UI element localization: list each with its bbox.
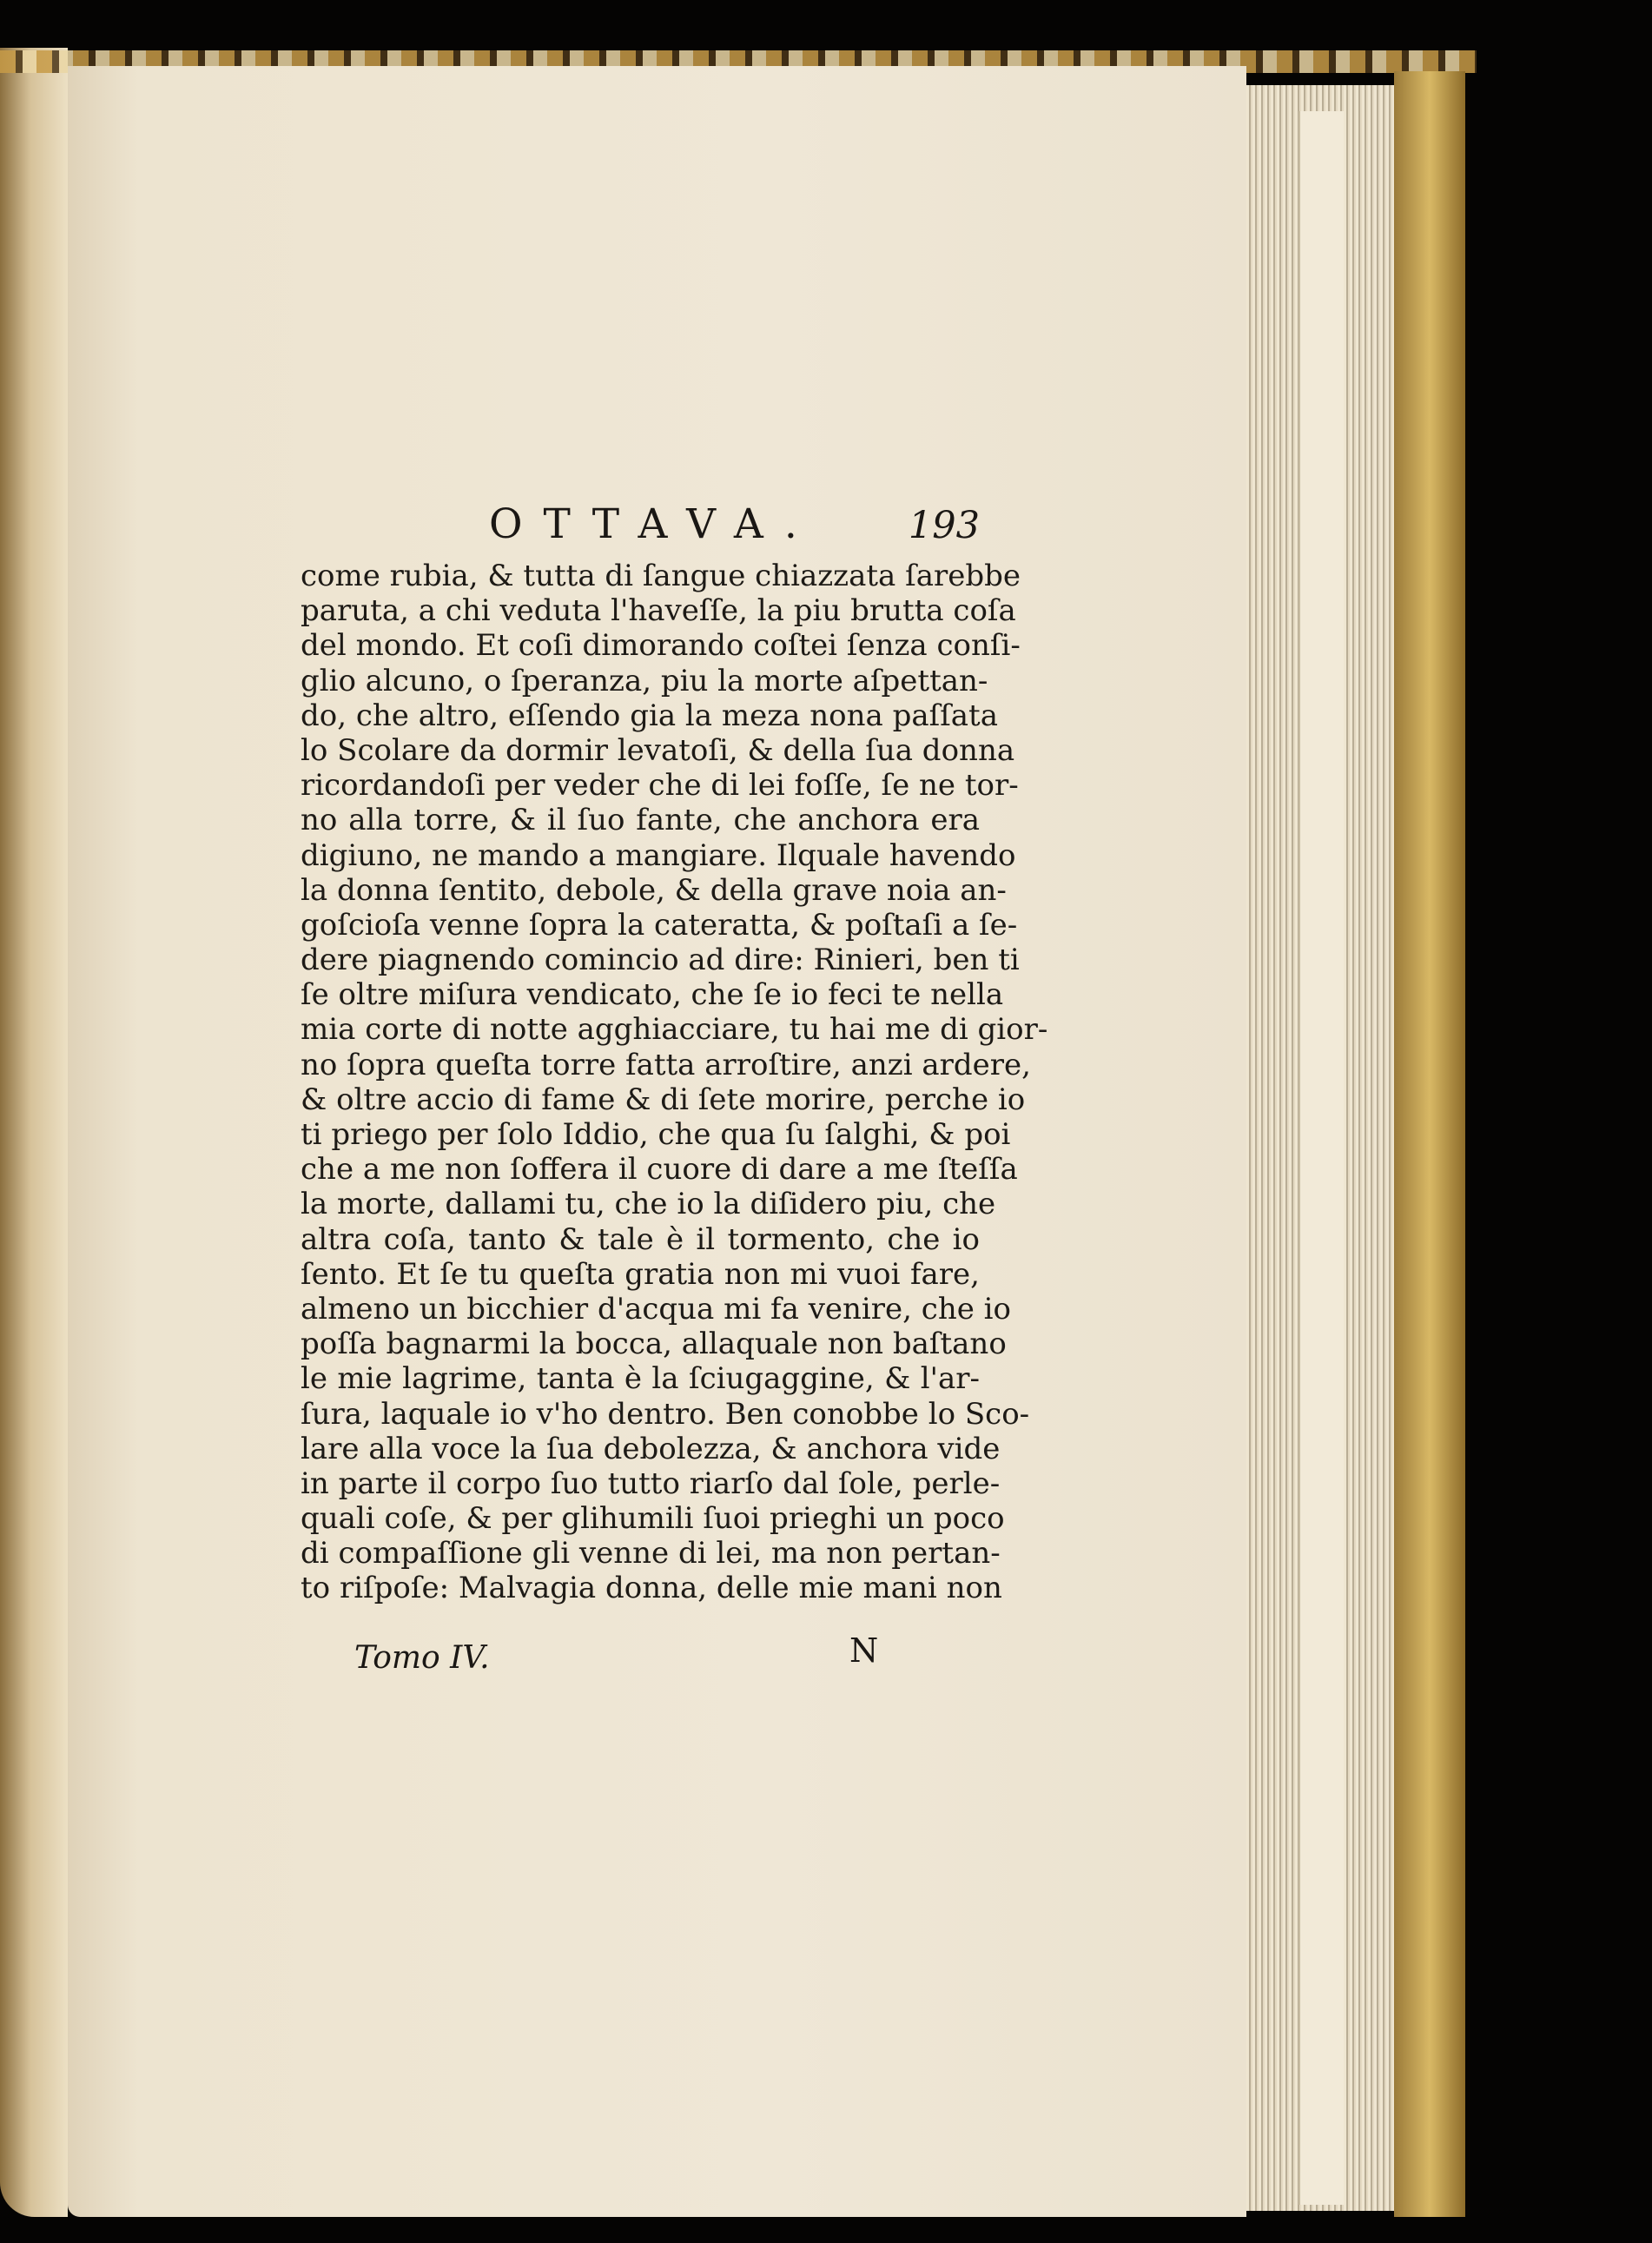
text-line: ſento. Et ſe tu queſta gratia non mi vuoi fare, — [301, 1256, 980, 1292]
text-line: & oltre accio di fame & di ſete morire, perche io — [301, 1082, 1026, 1117]
text-line: goſcioſa venne ſopra la cateratta, & poſtaſi a ſe- — [301, 907, 1018, 943]
text-line: paruta, a chi veduta l'haveſſe, la piu brutta coſa — [301, 593, 1016, 629]
text-line: ſe oltre miſura vendicato, che ſe io feci te nella — [301, 977, 1004, 1013]
text-line: digiuno, ne mando a mangiare. Ilquale havendo — [301, 837, 1016, 873]
body-text — [301, 559, 1048, 1606]
text-line: ricordandoſi per veder che di lei foſſe, ſe ne tor- — [301, 768, 1019, 804]
text-line: quali coſe, & per glihumili ſuoi prieghi un poco — [301, 1501, 1005, 1537]
text-line: dere piagnendo comincio ad dire: Rinieri, ben ti — [301, 943, 1020, 978]
book-page — [68, 66, 1246, 2217]
left-page-edge — [0, 48, 68, 2217]
text-line: do, che altro, eſſendo gia la meza nona paſſata — [301, 698, 998, 733]
text-line: lo Scolare da dormir levatoſi, & della ſua donna — [301, 732, 1015, 768]
text-line: to riſpoſe: Malvagia donna, delle mie mani non — [301, 1571, 1002, 1606]
text-line: lare alla voce la ſua debolezza, & anchora vide — [301, 1431, 1001, 1466]
text-line: almeno un bicchier d'acqua mi fa venire, che io — [301, 1291, 1012, 1327]
page-header — [489, 500, 980, 559]
text-line: in parte il corpo ſuo tutto riarſo dal ſole, perle- — [301, 1466, 1001, 1501]
signature-mark: N — [849, 1631, 879, 1670]
text-line: la morte, dallami tu, che io la diſidero piu, che — [301, 1187, 996, 1222]
page-block-edges — [1246, 85, 1394, 2211]
text-line: ſura, laquale io v'ho dentro. Ben conobbe lo Sco- — [301, 1396, 1030, 1432]
text-line: che a me non ſoffera il cuore di dare a me ſteſſa — [301, 1152, 1018, 1188]
text-line: poſſa bagnarmi la bocca, allaquale non baſtano — [301, 1327, 1007, 1362]
text-line: glio alcuno, o ſperanza, piu la morte aſpettan- — [301, 663, 988, 698]
text-line: mia corte di notte agghiacciare, tu hai me di gior- — [301, 1012, 1048, 1048]
text-line: come rubia, & tutta di ſangue chiazzata ſarebbe — [301, 559, 1021, 593]
page-number: 193 — [908, 504, 980, 547]
page-footer — [354, 1631, 879, 1684]
gilt-fore-edge — [1394, 71, 1465, 2217]
text-line: altra coſa, tanto & tale è il tormento, che io — [301, 1221, 980, 1257]
text-line: ti priego per ſolo Iddio, che qua ſu ſalghi, & poi — [301, 1117, 1011, 1152]
running-head: OTTAVA. — [489, 500, 818, 548]
text-line: no alla torre, & il ſuo fante, che anchora era — [301, 803, 980, 838]
text-line: la donna ſentito, debole, & della grave noia an- — [301, 872, 1007, 908]
volume-label: Tomo IV. — [354, 1640, 490, 1676]
text-line: le mie lagrime, tanta è la ſciugaggine, & l'ar- — [301, 1361, 980, 1397]
text-line: del mondo. Et coſi dimorando coſtei ſenza conſi- — [301, 628, 1021, 664]
text-line: di compaſſione gli venne di lei, ma non pertan- — [301, 1536, 1001, 1571]
text-line: no ſopra queſta torre fatta arroſtire, anzi ardere, — [301, 1047, 1031, 1082]
